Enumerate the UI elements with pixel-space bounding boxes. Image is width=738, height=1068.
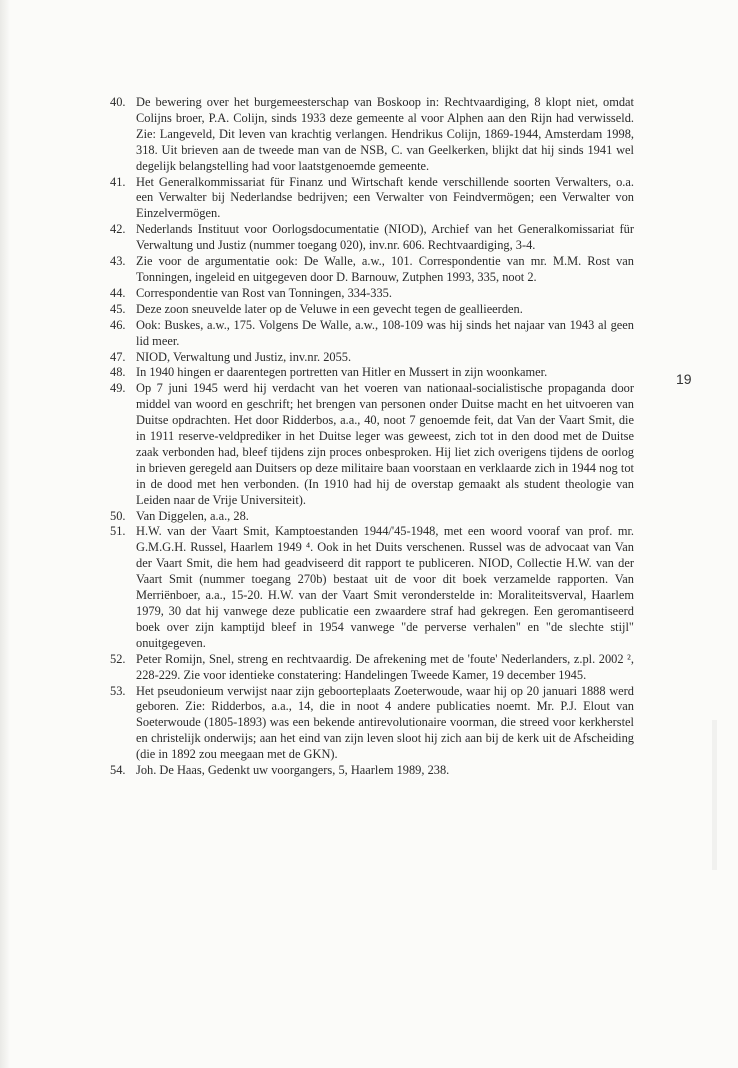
endnote-text: Het Generalkommissariat für Finanz und Wirtschaft kende verschillende soorten Verwalters, o.a. een Verwalter bij Nederlandse bedrijven; een Verwalter von Feindvermögen; een Verwalter von Einzelvermögen. (136, 174, 634, 221)
endnote (110, 302, 634, 318)
endnote-number: 52 . (110, 652, 134, 668)
endnote-text: De bewering over het burgemeesterschap van Boskoop in: Rechtvaardiging, 8 klopt niet, omdat Colijns broer, P.A. Colijn, sinds 1933 deze gemeente al voor Alphen aan den Rijn had verwisseld. Zie: Langeveld, Dit leven van krachtig verlangen. Hendrikus Colijn, 1869-1944, Amsterdam 1998, 318. Uit brieven aan de tweede man van de NSB, C. van Geelkerken, blijkt dat hij sinds 1941 wel degelijk belangstelling had voor laatstgenoemde gemeente. (136, 95, 634, 173)
endnote-number: 44 . (110, 286, 134, 302)
endnote (110, 365, 634, 381)
endnote-number: 47 . (110, 350, 134, 366)
page-binding-edge (0, 0, 10, 1068)
endnote-text: Peter Romijn, Snel, streng en rechtvaardig. De afrekening met de 'foute' Nederlanders, z.pl. 2002 ², 228-229. Zie voor identieke constatering: Handelingen Tweede Kamer, 19 december 1945. (136, 651, 634, 682)
endnote-number: 54 . (110, 763, 134, 779)
endnote-number: 49 . (110, 381, 134, 397)
endnote (110, 254, 634, 286)
endnote-text: In 1940 hingen er daarentegen portretten van Hitler en Mussert in zijn woonkamer. (136, 365, 548, 380)
endnote (110, 286, 634, 302)
endnote (110, 763, 634, 779)
endnote-text: Correspondentie van Rost van Tonningen, 334-335. (136, 285, 392, 300)
endnote-text: Deze zoon sneuvelde later op de Veluwe in een gevecht tegen de geallieerden. (136, 301, 523, 316)
endnote-text: Het pseudonieum verwijst naar zijn geboorteplaats Zoeterwoude, waar hij op 20 januari 1888 werd geboren. Zie: Ridderbos, a.a., 14, die in noot 4 andere publicaties noemt. Mr. P.J. Elout van Soeterwoude (1805-1893) was een bekende antirevolutionaire voorman, die streed voor kerkherstel en christelijk onderwijs; aan het eind van zijn leven sloot hij zich aan bij de kerk uit de Afscheiding (die in 1892 zou meegaan met de GKN). (136, 683, 634, 762)
endnote (110, 175, 634, 223)
endnote (110, 652, 634, 684)
endnotes-list (110, 95, 634, 779)
endnote-number: 40 . (110, 95, 134, 111)
endnote (110, 318, 634, 350)
endnote-text: NIOD, Verwaltung und Justiz, inv.nr. 2055. (136, 349, 352, 364)
endnote-number: 53 . (110, 684, 134, 700)
endnote-text: Joh. De Haas, Gedenkt uw voorgangers, 5, Haarlem 1989, 238. (136, 763, 450, 778)
endnote-number: 51 . (110, 524, 134, 540)
endnote (110, 684, 634, 764)
endnote-number: 48 . (110, 365, 134, 381)
endnote-text: Op 7 juni 1945 werd hij verdacht van het voeren van nationaal-socialistische propaganda door middel van woord en geschrift; het brengen van personen onder Duitse macht en het uitvoeren van Duitse opdrachten. Het door Ridderbos, a.a., 40, noot 7 genoemde feit, dat Van der Vaart Smit, die in 1911 reserve-veldprediker in het Duitse leger was geweest, zich tot in den dood met de Duitse zaak verbonden had, bleef tijdens zijn proces onbesproken. Hij liet zich overigens tijdens de oorlog in brieven geregeld aan Duitsers op deze militaire baan voorstaan en verklaarde zich in 1944 nog tot in de dood met hen verbonden. (In 1910 had hij de overstap gemaakt als student theologie van Leiden naar de Vrije Universiteit). (136, 381, 634, 507)
endnote (110, 95, 634, 175)
endnote-number: 46 . (110, 318, 134, 334)
endnote (110, 381, 634, 508)
endnote-text: Zie voor de argumentatie ook: De Walle, a.w., 101. Correspondentie van mr. M.M. Rost van Tonningen, ingeleid en uitgegeven door D. Barnouw, Zutphen 1993, 335, noot 2. (136, 254, 634, 284)
margin-shadow (712, 720, 717, 870)
endnote (110, 524, 634, 651)
endnote-text: Ook: Buskes, a.w., 175. Volgens De Walle, a.w., 108-109 was hij sinds het najaar van 1943 al geen lid meer. (136, 317, 634, 348)
endnote-number: 50 . (110, 509, 134, 525)
endnote (110, 509, 634, 525)
endnote-number: 45 . (110, 302, 134, 318)
endnote (110, 222, 634, 254)
endnote-number: 41 . (110, 175, 134, 191)
endnote-text: Nederlands Instituut voor Oorlogsdocumentatie (NIOD), Archief van het Generalkomissariat für Verwaltung und Justiz (nummer toegang 020), inv.nr. 606. Rechtvaardiging, 3-4. (136, 222, 634, 253)
endnote-text: Van Diggelen, a.a., 28. (136, 508, 249, 523)
endnote-text: H.W. van der Vaart Smit, Kamptoestanden 1944/'45-1948, met een woord vooraf van prof. mr. G.M.G.H. Russel, Haarlem 1949 ⁴. Ook in het Duits verschenen. Russel was de advocaat van Van der Vaart Smit, die hem had geadviseerd dit rapport te publiceren. NIOD, Collectie H.W. van der Vaart Smit (nummer toegang 270b) bestaat uit de voor dit boek verzamelde rapporten. Van Merriënboer, a.a., 15-20. H.W. van der Vaart Smit veronderstelde in: Moraliteitsverval, Haarlem 1979, 30 dat hij vanwege deze publicatie een zwaardere straf had gekregen. Een geromantiseerd boek over zijn kamptijd bleef in 1954 vanwege "de perverse verhalen" en "de slechte stijl" onuitgegeven. (136, 524, 634, 650)
endnote-number: 43 . (110, 254, 134, 270)
endnote (110, 350, 634, 366)
page-number: 19 (676, 371, 692, 387)
endnote-number: 42 . (110, 222, 134, 238)
